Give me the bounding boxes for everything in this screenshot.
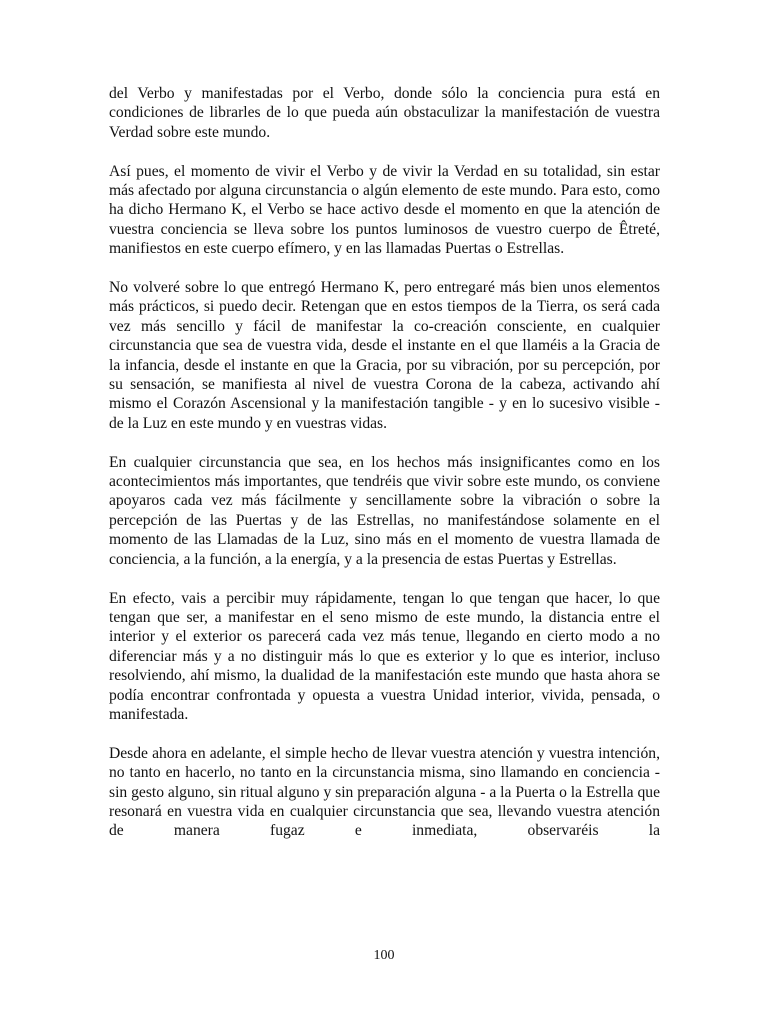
paragraph-5: En efecto, vais a percibir muy rápidamente, tengan lo que tengan que hacer, lo que tengan que ser, a manifestar en el seno mismo de este mundo, la distancia entre el interior y el exterior os parecerá cada vez más tenue, llegando en cierto modo a no diferenciar más y a no distinguir más lo que es exterior y lo que es interior, incluso resolviendo, ahí mismo, la dualidad de la manifestación este mundo que hasta ahora se podía encontrar confrontada y opuesta a vuestra Unidad interior, vivida, pensada, o manifestada. xyxy=(109,589,660,723)
page-number: 100 xyxy=(373,948,395,963)
document-body xyxy=(109,84,660,841)
paragraph-6: Desde ahora en adelante, el simple hecho de llevar vuestra atención y vuestra intención, no tanto en hacerlo, no tanto en la circunstancia misma, sino llamando en conciencia - sin gesto alguno, sin ritual alguno y sin preparación alguna - a la Puerta o la Estrella que resonará en vuestra vida en cualquier circunstancia que sea, llevando vuestra atención de manera fugaz e inmediata, observaréis la xyxy=(109,744,660,840)
paragraph-3: No volveré sobre lo que entregó Hermano K, pero entregaré más bien unos elementos más prácticos, si puedo decir. Retengan que en estos tiempos de la Tierra, os será cada vez más sencillo y fácil de manifestar la co-creación consciente, en cualquier circunstancia que sea de vuestra vida, desde el instante en el que llaméis a la Gracia de la infancia, desde el instante en que la Gracia, por su vibración, por su percepción, por su sensación, se manifiesta al nivel de vuestra Corona de la cabeza, activando ahí mismo el Corazón Ascensional y la manifestación tangible - y en lo sucesivo visible - de la Luz en este mundo y en vuestras vidas. xyxy=(109,279,660,432)
paragraph-4: En cualquier circunstancia que sea, en los hechos más insignificantes como en los acontecimientos más importantes, que tendréis que vivir sobre este mundo, os conviene apoyaros cada vez más fácilmente y sencillamente sobre la vibración o sobre la percepción de las Puertas y de las Estrellas, no manifestándose solamente en el momento de las Llamadas de la Luz, sino más en el momento de vuestra llamada de conciencia, a la función, a la energía, y a la presencia de estas Puertas y Estrellas. xyxy=(109,453,660,568)
paragraph-1: del Verbo y manifestadas por el Verbo, donde sólo la conciencia pura está en condiciones de librarles de lo que pueda aún obstaculizar la manifestación de vuestra Verdad sobre este mundo. xyxy=(109,85,660,141)
paragraph-2: Así pues, el momento de vivir el Verbo y de vivir la Verdad en su totalidad, sin estar más afectado por alguna circunstancia o algún elemento de este mundo. Para esto, como ha dicho Hermano K, el Verbo se hace activo desde el momento en que la atención de vuestra conciencia se lleva sobre los puntos luminosos de vuestro cuerpo de Êtreté, manifiestos en este cuerpo efímero, y en las llamadas Puertas o Estrellas. xyxy=(109,162,660,258)
